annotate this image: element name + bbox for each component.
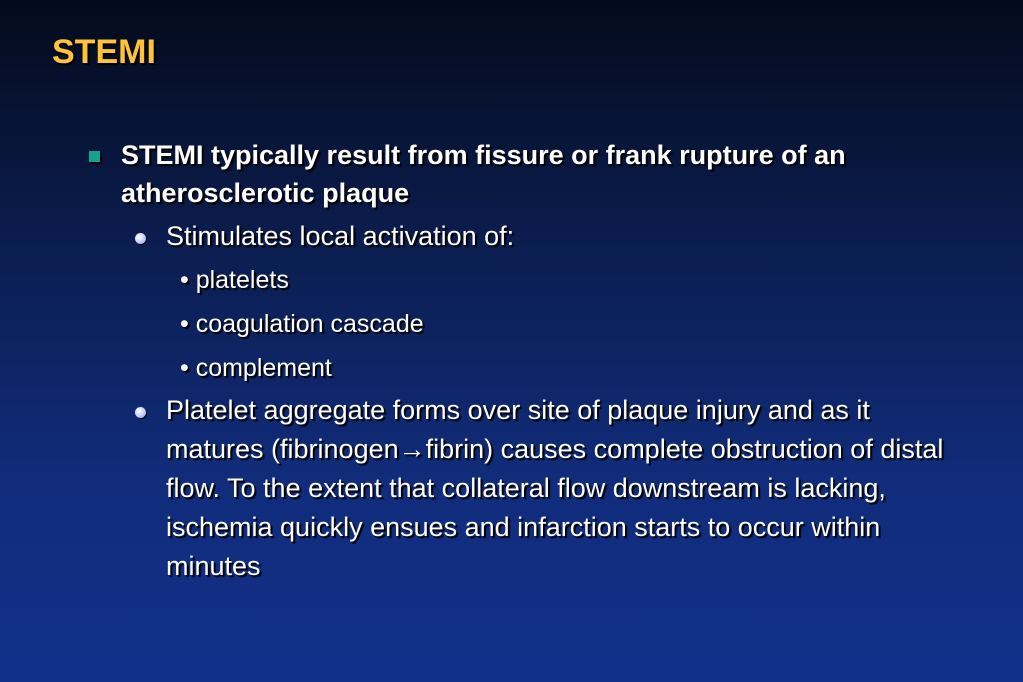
sub-sub-item-coagulation: • coagulation cascade: [180, 310, 424, 338]
sub-bullet-platelet-aggregate: Platelet aggregate forms over site of plaque injury and as it matures (fibrinogen→fibrin) causes complete obstruction of distal flow. To the extent that collateral flow downstream is lacking, ischemia quickly ensues and infarction starts to occur within minutes: [166, 395, 944, 581]
slide-title: STEMI: [52, 33, 156, 71]
round-bullet-icon: [135, 233, 146, 244]
square-bullet-icon: [89, 151, 100, 162]
sub-sub-item-platelets: • platelets: [180, 266, 289, 294]
sub-bullet-activation: Stimulates local activation of:: [166, 221, 515, 251]
round-bullet-icon: [135, 407, 146, 418]
main-bullet-text: STEMI typically result from fissure or frank rupture of an atherosclerotic plaque: [121, 140, 846, 208]
sub-sub-item-complement: • complement: [180, 354, 332, 382]
